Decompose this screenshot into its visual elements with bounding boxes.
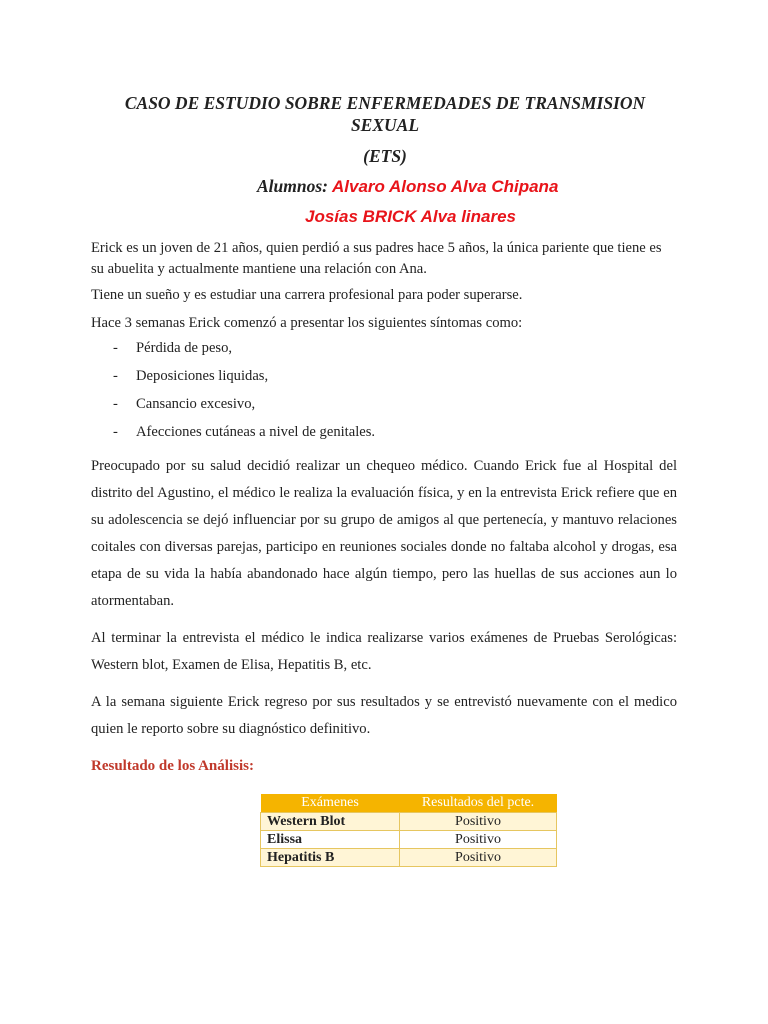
student-name-2: Josías BRICK Alva linares xyxy=(305,207,517,226)
list-item: - Pérdida de peso, xyxy=(113,340,233,356)
exam-name: Elissa xyxy=(261,831,400,849)
body-paragraph-1: Preocupado por su salud decidió realizar un chequeo médico. Cuando Erick fue al Hospital del distrito del Agustino, el médico le realiza la evaluación física, y en la entrevista Erick refiere que en su adolescencia se dejó influenciar por su grupo de amigos al que pertenecía, y mantuvo relaciones coitales con diversas parejas, participo en reuniones sociales donde no faltaba alcohol y drogas, esa etapa de su vida la había abandonado hace algún tiempo, pero las huellas de sus acciones aun lo atormentaban. xyxy=(91,458,677,609)
table-row xyxy=(261,849,557,867)
results-heading: Resultado de los Análisis: xyxy=(91,758,254,774)
results-table xyxy=(260,794,557,867)
exam-name: Western Blot xyxy=(261,813,400,831)
exam-result: Positivo xyxy=(400,849,557,867)
symptoms-list xyxy=(113,340,375,452)
table-header-result: Resultados del pcte. xyxy=(400,794,557,813)
alumnos-label: Alumnos: xyxy=(257,176,328,196)
dream-paragraph: Tiene un sueño y es estudiar una carrera profesional para poder superarse. xyxy=(91,287,523,303)
alumnos-line xyxy=(257,176,558,197)
table-row xyxy=(261,831,557,849)
list-item: - Cansancio excesivo, xyxy=(113,396,256,412)
document-subtitle: (ETS) xyxy=(363,146,407,166)
body-paragraph-3: A la semana siguiente Erick regreso por sus resultados y se entrevistó nuevamente con el medico quien le reporto sobre su diagnóstico definitivo. xyxy=(91,694,677,737)
table-header-exam: Exámenes xyxy=(261,794,400,813)
intro-paragraph: Erick es un joven de 21 años, quien perdió a sus padres hace 5 años, la única pariente que tiene es su abuelita y actualmente mantiene una relación con Ana. xyxy=(91,240,662,277)
table-row xyxy=(261,813,557,831)
body-paragraph-2: Al terminar la entrevista el médico le indica realizarse varios exámenes de Pruebas Serológicas: Western blot, Examen de Elisa, Hepatitis B, etc. xyxy=(91,630,677,673)
table-header-row xyxy=(261,794,557,813)
student-name-1: Alvaro Alonso Alva Chipana xyxy=(332,177,559,196)
exam-result: Positivo xyxy=(400,831,557,849)
list-item: - Deposiciones liquidas, xyxy=(113,368,269,384)
document-title: CASO DE ESTUDIO SOBRE ENFERMEDADES DE TRANSMISION SEXUAL xyxy=(124,93,646,135)
symptoms-intro: Hace 3 semanas Erick comenzó a presentar los siguientes síntomas como: xyxy=(91,315,523,331)
list-item: - Afecciones cutáneas a nivel de genitales. xyxy=(113,424,376,440)
exam-name: Hepatitis B xyxy=(261,849,400,867)
exam-result: Positivo xyxy=(400,813,557,831)
